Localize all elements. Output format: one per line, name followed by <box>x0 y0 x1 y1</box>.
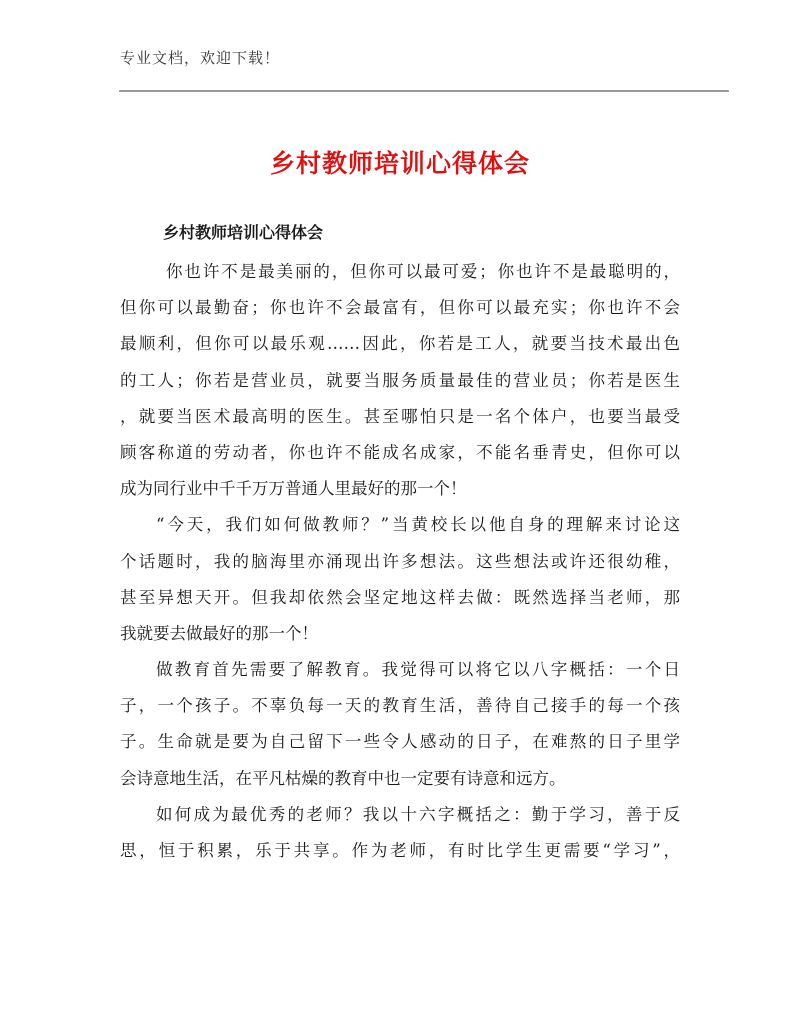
text-line: 会诗意地生活，在平凡枯燥的教育中也一定要有诗意和远方。 <box>120 768 566 788</box>
text-line: 子。生命就是要为自己留下一些令人感动的日子，在难熬的日子里学 <box>120 732 680 752</box>
text-line: 如何成为最优秀的老师？我以十六字概括之：勤于学习，善于反 <box>156 804 680 824</box>
header-text: 专业文档，欢迎下载！ <box>120 49 281 67</box>
paragraph <box>120 652 680 797</box>
text-line: ，就要当医术最高明的医生。甚至哪怕只是一名个体户，也要当最受 <box>120 406 680 426</box>
document-title: 乡村教师培训心得体会 <box>269 149 530 178</box>
header-divider <box>119 90 729 92</box>
text-line: 你也许不是最美丽的，但你可以最可爱；你也许不是最聪明的， <box>166 262 680 281</box>
text-line: 做教育首先需要了解教育。我觉得可以将它以八字概括：一个日 <box>156 660 680 680</box>
text-line: 思，恒于积累，乐于共享。作为老师，有时比学生更需要“学习”， <box>120 841 680 860</box>
text-line: 我就要去做最好的那一个！ <box>120 623 318 643</box>
paragraph <box>120 254 680 507</box>
document-body <box>120 254 680 869</box>
text-line: 的工人；你若是营业员，就要当服务质量最佳的营业员；你若是医生 <box>120 370 680 390</box>
text-line: 顾客称道的劳动者，你也许不能成名成家，不能名垂青史，但你可以 <box>120 442 680 462</box>
text-line: 子，一个孩子。不辜负每一天的教育生活，善待自己接手的每一个孩 <box>120 696 680 716</box>
document-subtitle: 乡村教师培训心得体会 <box>163 223 324 242</box>
text-line: “今天，我们如何做教师？”当黄校长以他自身的理解来讨论这 <box>156 515 680 535</box>
paragraph <box>120 507 680 652</box>
text-line: 个话题时，我的脑海里亦涌现出许多想法。这些想法或许还很幼稚， <box>120 551 680 571</box>
text-line: 甚至异想天开。但我却依然会坚定地这样去做：既然选择当老师，那 <box>120 587 680 607</box>
paragraph <box>120 797 680 869</box>
text-line: 但你可以最勤奋；你也许不会最富有，但你可以最充实；你也许不会 <box>120 298 680 318</box>
text-line: 成为同行业中千千万万普通人里最好的那一个！ <box>120 479 467 499</box>
text-line: 最顺利，但你可以最乐观……因此，你若是工人，就要当技术最出色 <box>120 334 680 354</box>
